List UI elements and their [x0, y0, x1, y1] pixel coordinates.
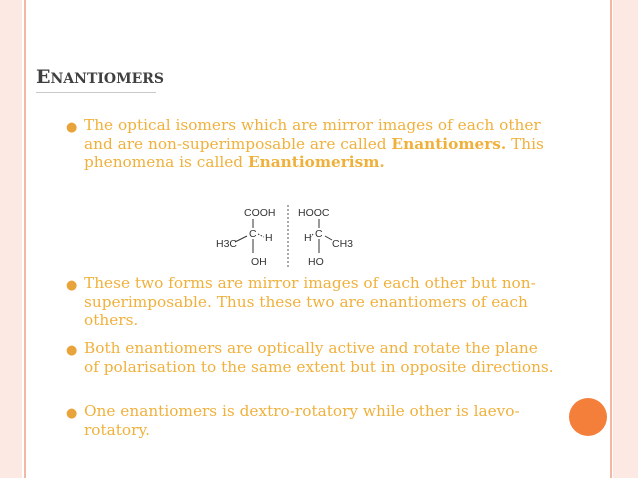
left-border-rule: [24, 0, 26, 478]
bullet1-text-a: The optical isomers which are mirror images of each other and are non-superimposable are called: [84, 116, 541, 153]
right-right-group: CH3: [332, 238, 354, 250]
bullet-marker: ●: [66, 343, 78, 358]
right-border-rule: [610, 0, 612, 478]
bullet-marker: ●: [66, 120, 78, 135]
right-bond-right: [325, 236, 332, 240]
bullet1-term-enantiomerism: Enantiomerism.: [247, 153, 385, 171]
bullet-text-4: One enantiomers is dextro-rotatory while other is laevo-rotatory.: [84, 402, 520, 439]
bullet-marker: ●: [66, 406, 78, 421]
bullet-text-2: These two forms are mirror images of each other but non-superimposable. Thus these two are enantiomers of each others.: [84, 274, 536, 329]
slide-title: [36, 66, 164, 88]
bullet1-term-enantiomers: Enantiomers.: [391, 134, 507, 153]
right-top-group: HOOC: [298, 207, 330, 219]
bullet-text-1: [84, 116, 554, 172]
title-rest: NANTIOMERS: [50, 71, 165, 87]
enantiomer-structure-diagram: [200, 205, 380, 267]
title-initial: E: [36, 66, 51, 88]
left-bottom-group: OH: [251, 256, 267, 267]
title-underline: [36, 92, 156, 93]
right-bottom-group: HO: [308, 256, 324, 267]
left-left-group: H3C: [216, 238, 238, 250]
bullet-text-3: Both enantiomers are optically active and rotate the plane of polarisation to the same extent but in opposite directions.: [84, 339, 554, 376]
bullet-marker: ●: [66, 278, 78, 293]
left-center-carbon: C: [249, 228, 257, 240]
bullet1-text-b: This phenomena is called: [84, 134, 544, 171]
left-top-group: COOH: [244, 207, 276, 219]
left-right-group: H: [265, 232, 273, 244]
right-left-group: H: [304, 232, 312, 244]
decorative-orange-circle: [569, 398, 607, 436]
right-center-carbon: C: [315, 228, 323, 240]
left-bond-right: [258, 234, 264, 237]
